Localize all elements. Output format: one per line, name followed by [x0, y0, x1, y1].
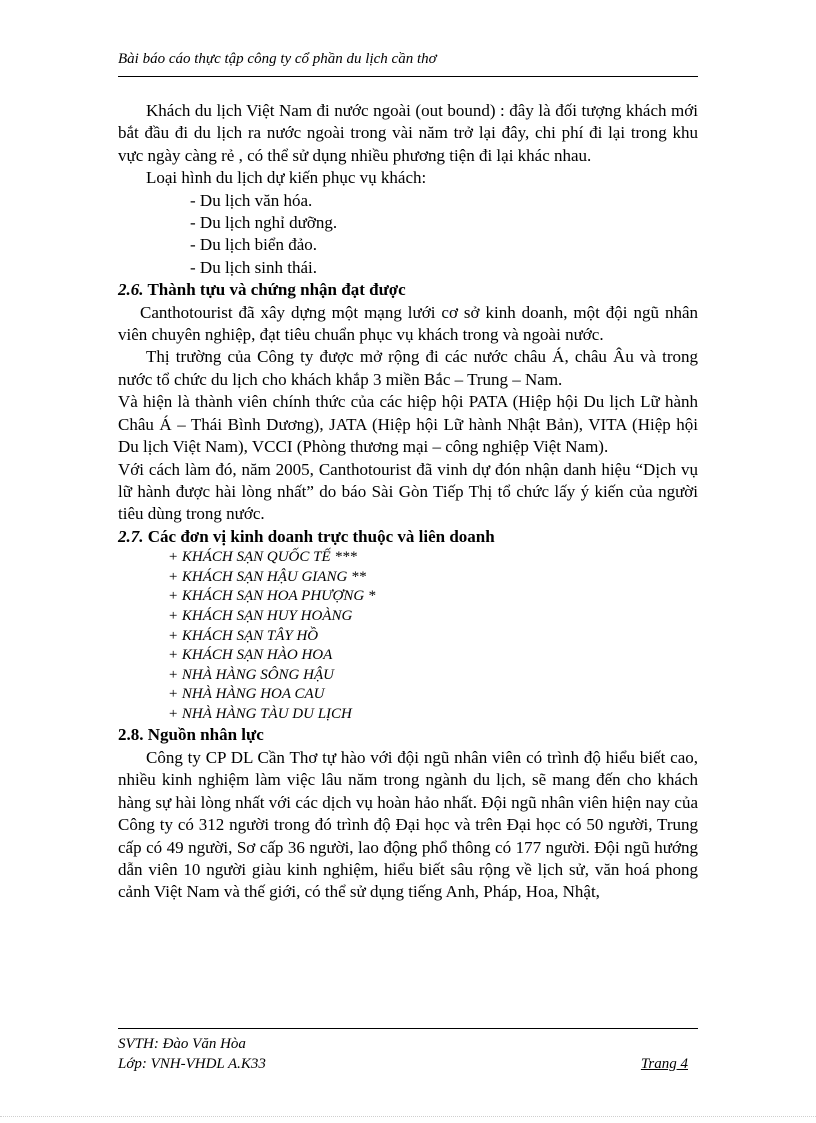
section-title: Các đơn vị kinh doanh trực thuộc và liên doanh — [147, 526, 495, 546]
list-item: + KHÁCH SẠN HÀO HOA — [168, 647, 333, 664]
page-body — [118, 100, 698, 904]
paragraph-memberships: Và hiện là thành viên chính thức của các hiệp hội PATA (Hiệp hội Du lịch Lữ hành Châu Á – Thái Bình Dương), JATA (Hiệp hội Lữ hành Nhật Bản), VITA (Hiệp hội Du lịch Việt Nam), VCCI (Phòng thương mại – công nghiệp Việt Nam). — [118, 392, 698, 457]
list-item: + KHÁCH SẠN HẬU GIANG ** — [168, 568, 367, 585]
list-item: + NHÀ HÀNG HOA CAU — [168, 686, 325, 703]
page-number: Trang 4 — [640, 1056, 688, 1072]
student-name: SVTH: Đào Văn Hòa — [118, 1036, 246, 1052]
list-item: + KHÁCH SẠN QUỐC TẾ *** — [168, 549, 357, 566]
section-heading-2-6 — [118, 279, 698, 301]
business-units-list — [118, 548, 698, 724]
paragraph-award: Với cách làm đó, năm 2005, Canthotourist đã vinh dự đón nhận danh hiệu “Dịch vụ lữ hành được hài lòng nhất” do báo Sài Gòn Tiếp Thị tổ chức lấy ý kiến của người tiêu dùng trong nước. — [118, 459, 698, 524]
list-item: - Du lịch văn hóa. — [190, 190, 313, 210]
class-name: Lớp: VNH-VHDL A.K33 — [118, 1056, 266, 1072]
running-header: Bài báo cáo thực tập công ty cổ phần du lịch cần thơ — [118, 51, 437, 67]
footer-rule — [118, 1028, 698, 1029]
page-edge-divider — [0, 1116, 816, 1117]
paragraph-outbound: Khách du lịch Việt Nam đi nước ngoài (out bound) : đây là đối tượng khách mới bắt đầu đi du lịch ra nước ngoài trong vài năm trở lại đây, chi phí đi lại trong khu vực ngày càng rẻ , có thể sử dụng nhiều phương tiện đi lại khác nhau. — [118, 101, 698, 165]
list-item: - Du lịch biển đảo. — [190, 235, 317, 255]
list-item: - Du lịch sinh thái. — [190, 257, 318, 277]
section-title: Thành tựu và chứng nhận đạt được — [147, 280, 406, 300]
list-item: + KHÁCH SẠN HUY HOÀNG — [168, 607, 353, 624]
header-rule — [118, 76, 698, 77]
list-item: - Du lịch nghỉ dưỡng. — [190, 213, 338, 233]
section-number: 2.7. — [118, 526, 144, 546]
tourism-types-list — [118, 190, 698, 280]
tourism-types-label: Loại hình du lịch dự kiến phục vụ khách: — [146, 168, 427, 188]
page-footer — [118, 1034, 688, 1074]
section-heading-2-7 — [118, 526, 698, 548]
list-item: + KHÁCH SẠN TÂY HỒ — [168, 627, 319, 644]
section-number: 2.6. — [118, 280, 144, 300]
footer-row — [118, 1054, 688, 1074]
list-item: + NHÀ HÀNG TÀU DU LỊCH — [168, 705, 352, 722]
paragraph-human-resources: Công ty CP DL Cần Thơ tự hào với đội ngũ nhân viên có trình độ hiểu biết cao, nhiều kinh nghiệm làm việc lâu năm trong ngành du lịch, sẽ mang đến cho khách hàng sự hài lòng nhất với các dịch vụ hoàn hảo nhất. Đội ngũ nhân viên hiện nay của Công ty có 312 người trong đó trình độ Đại học và trên Đại học có 50 người, Trung cấp có 49 người, Sơ cấp 36 người, lao động phổ thông có 177 người. Đội ngũ hướng dẫn viên 10 người giàu kinh nghiệm, hiểu biết sâu rộng về lịch sử, văn hoá phong cảnh Việt Nam và thế giới, có thể sử dụng tiếng Anh, Pháp, Hoa, Nhật, — [118, 747, 698, 902]
section-heading-2-8: 2.8. Nguồn nhân lực — [118, 725, 264, 745]
list-item: + KHÁCH SẠN HOA PHƯỢNG * — [168, 588, 376, 605]
paragraph-network: Canthotourist đã xây dựng một mạng lưới cơ sở kinh doanh, một đội ngũ nhân viên chuyên nghiệp, đạt tiêu chuẩn phục vụ khách trong và ngoài nước. — [118, 302, 698, 345]
list-item: + NHÀ HÀNG SÔNG HẬU — [168, 666, 334, 683]
paragraph-market: Thị trường của Công ty được mở rộng đi các nước châu Á, châu Âu và trong nước tổ chức du lịch cho khách khắp 3 miền Bắc – Trung – Nam. — [118, 347, 698, 389]
